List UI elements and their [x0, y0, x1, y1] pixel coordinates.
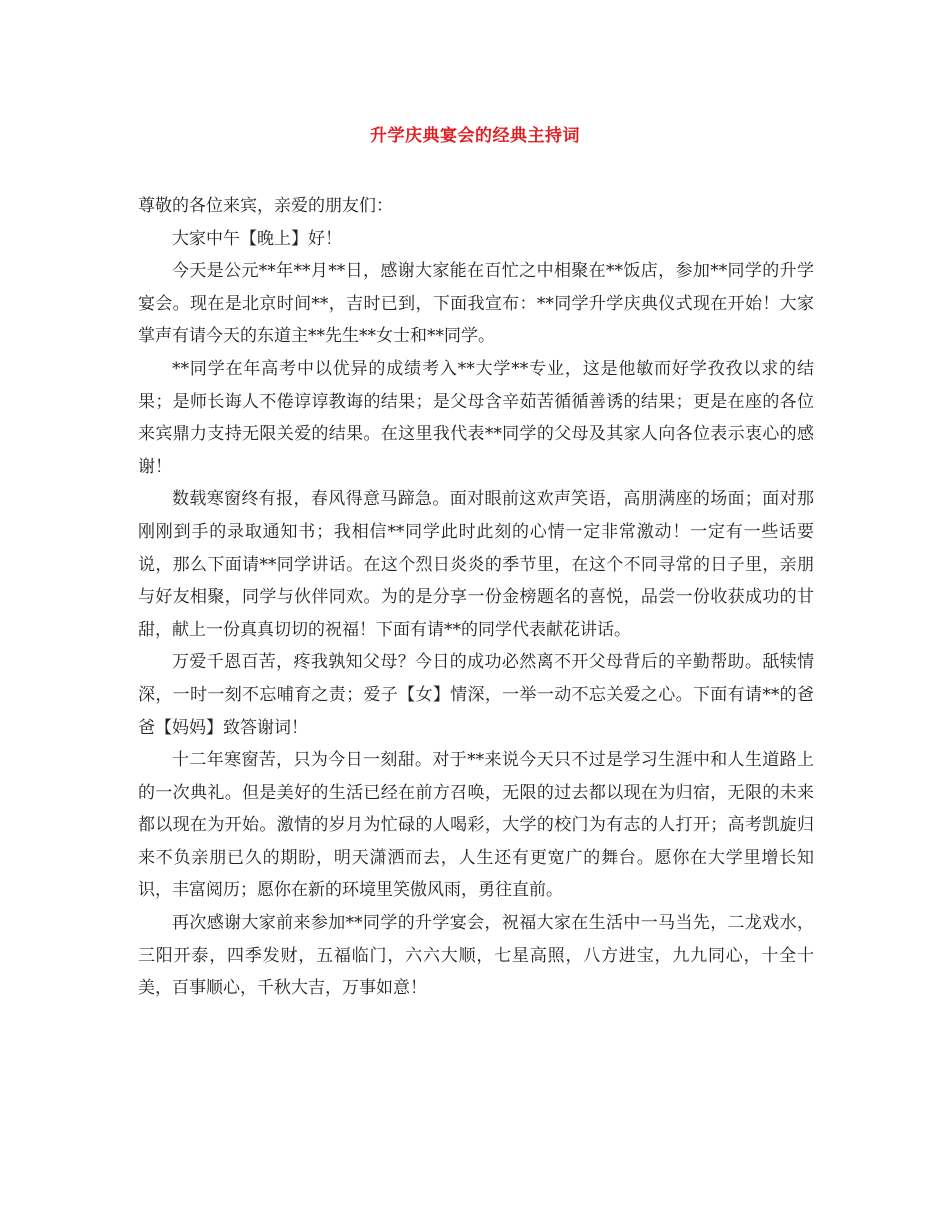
paragraph-student-speech: 数载寒窗终有报，春风得意马蹄急。面对眼前这欢声笑语，高朋满座的场面；面对那刚刚到手的录取通知书；我相信**同学此时此刻的心情一定非常激动！一定有一些话要说，那么下面请**同学讲话。在这个烈日炎炎的季节里，在这个不同寻常的日子里，亲朋与好友相聚，同学与伙伴同欢。为的是分享一份金榜题名的喜悦，品尝一份收获成功的甘甜，献上一份真真切切的祝福！下面有请**的同学代表献花讲话。: [138, 489, 814, 640]
paragraph-parents: 万爱千恩百苦，疼我孰知父母？今日的成功必然离不开父母背后的辛勤帮助。舐犊情深，一时一刻不忘哺育之责；爱子【女】情深，一举一动不忘关爱之心。下面有请**的爸爸【妈妈】致答谢词！: [138, 652, 814, 738]
paragraph-encouragement: 十二年寒窗苦，只为今日一刻甜。对于**来说今天只不过是学习生涯中和人生道路上的一次典礼。但是美好的生活已经在前方召唤，无限的过去都以现在为归宿，无限的未来都以现在为开始。激情的岁月为忙碌的人喝彩，大学的校门为有志的人打开；高考凯旋归来不负亲朋已久的期盼，明天潇洒而去，人生还有更宽广的舞台。愿你在大学里增长知识，丰富阅历；愿你在新的环境里笑傲风雨，勇往直前。: [138, 750, 814, 901]
paragraph-opening: 今天是公元**年**月**日，感谢大家能在百忙之中相聚在**饭店，参加**同学的升学宴会。现在是北京时间**，吉时已到，下面我宣布：**同学升学庆典仪式现在开始！大家掌声有请今天的东道主**先生**女士和**同学。: [138, 261, 814, 347]
paragraph-salutation: 尊敬的各位来宾，亲爱的朋友们：: [138, 196, 393, 216]
document-title: 升学庆典宴会的经典主持词: [370, 126, 580, 146]
paragraph-achievement: **同学在年高考中以优异的成绩考入**大学**专业，这是他敏而好学孜孜以求的结果；是师长诲人不倦谆谆教诲的结果；是父母含辛茹苦循循善诱的结果；更是在座的各位来宾鼎力支持无限关爱的结果。在这里我代表**同学的父母及其家人向各位表示衷心的感谢！: [138, 358, 814, 477]
document-body: [138, 190, 814, 1005]
paragraph-greeting: 大家中午【晚上】好！: [172, 228, 342, 249]
paragraph-closing: 再次感谢大家前来参加**同学的升学宴会，祝福大家在生活中一马当先，二龙戏水，三阳开泰，四季发财，五福临门，六六大顺，七星高照，八方进宝，九九同心，十全十美，百事顺心，千秋大吉，万事如意！: [138, 913, 814, 999]
